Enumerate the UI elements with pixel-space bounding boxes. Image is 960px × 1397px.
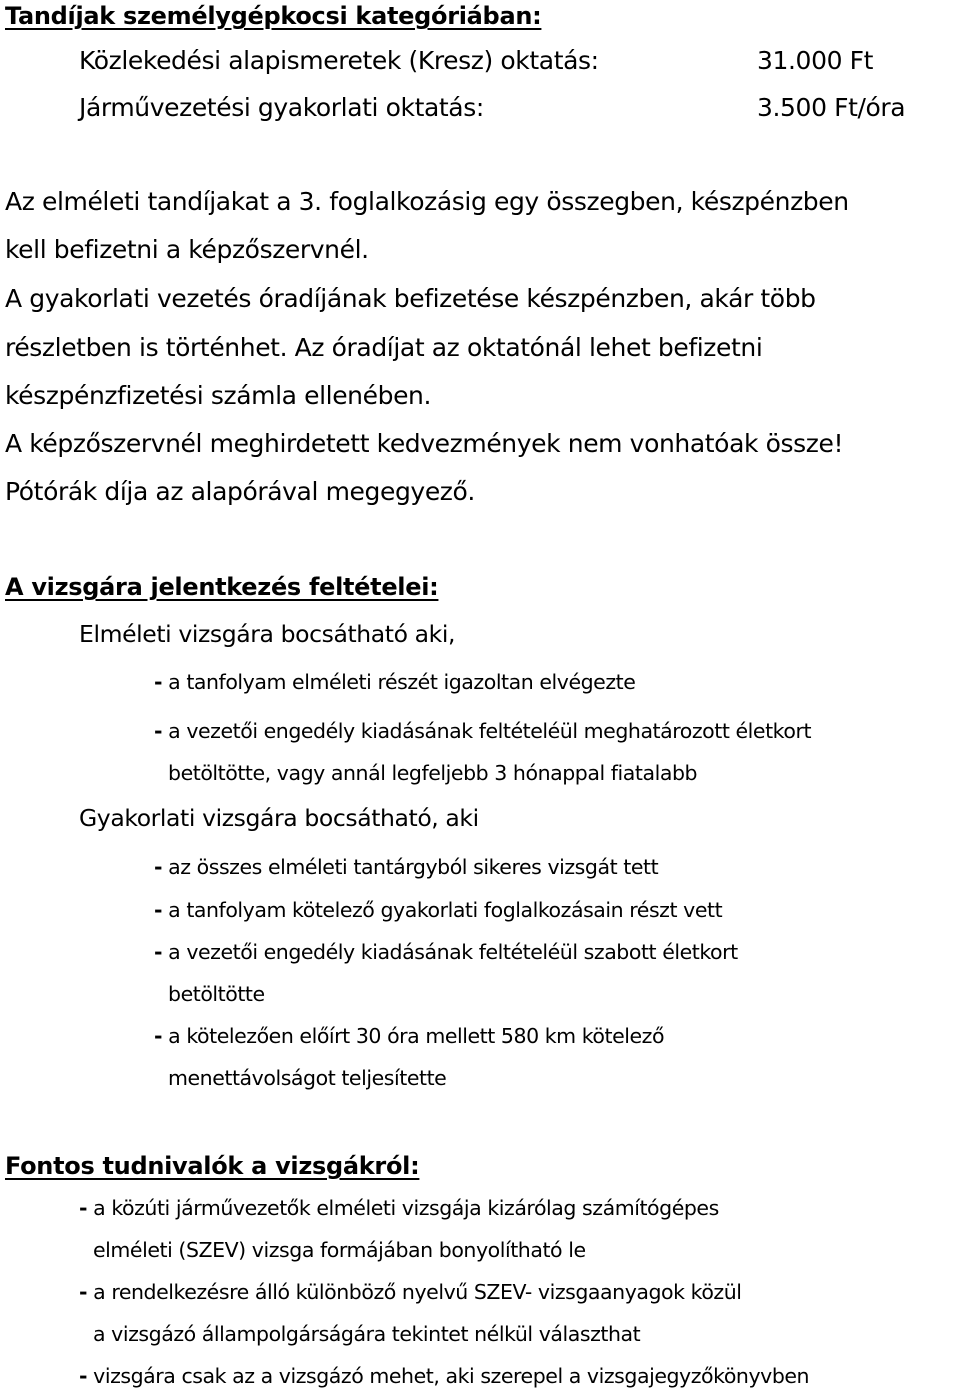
theory-item: - a vezetői engedély kiadásának feltételéül meghatározott életkort (154, 719, 812, 743)
fee-price: 31.000 Ft (757, 46, 874, 75)
fee-row (79, 93, 959, 122)
practice-item-continuation: betöltötte (168, 982, 265, 1006)
exam-info-item-continuation: elméleti (SZEV) vizsga formájában bonyolítható le (93, 1238, 586, 1262)
exam-requirements-heading: A vizsgára jelentkezés feltételei: (5, 573, 439, 601)
payment-line: kell befizetni a képzőszervnél. (5, 235, 369, 264)
bullet-dash: - (154, 719, 163, 743)
fee-label: Közlekedési alapismeretek (Kresz) oktatás: (79, 46, 599, 75)
bullet-dash: - (154, 1024, 163, 1048)
practice-item: - a vezetői engedély kiadásának feltételéül szabott életkort (154, 940, 738, 964)
practice-item: - a tanfolyam kötelező gyakorlati foglalkozásain részt vett (154, 898, 723, 922)
practice-intro: Gyakorlati vizsgára bocsátható, aki (79, 804, 479, 832)
payment-line: részletben is történhet. Az óradíjat az oktatónál lehet befizetni (5, 333, 763, 362)
payment-line: A gyakorlati vezetés óradíjának befizetése készpénzben, akár több (5, 284, 816, 313)
exam-info-heading: Fontos tudnivalók a vizsgákról: (5, 1152, 420, 1180)
practice-item: - a kötelezően előírt 30 óra mellett 580 km kötelező (154, 1024, 665, 1048)
bullet-dash: - (154, 855, 163, 879)
fee-row (79, 46, 959, 75)
fees-heading: Tandíjak személygépkocsi kategóriában: (5, 2, 542, 30)
exam-info-item: - a közúti járművezetők elméleti vizsgája kizárólag számítógépes (79, 1196, 719, 1220)
fee-label: Járművezetési gyakorlati oktatás: (79, 93, 484, 122)
payment-line: A képzőszervnél meghirdetett kedvezmények nem vonhatóak össze! (5, 429, 844, 458)
bullet-dash: - (154, 940, 163, 964)
bullet-dash: - (154, 670, 163, 694)
bullet-dash: - (79, 1196, 88, 1220)
payment-line: készpénzfizetési számla ellenében. (5, 381, 432, 410)
bullet-dash: - (79, 1280, 88, 1304)
payment-line: Az elméleti tandíjakat a 3. foglalkozásig egy összegben, készpénzben (5, 187, 849, 216)
theory-item-continuation: betöltötte, vagy annál legfeljebb 3 hónappal fiatalabb (168, 761, 698, 785)
fee-price: 3.500 Ft/óra (757, 93, 906, 122)
practice-item-continuation: menettávolságot teljesítette (168, 1066, 447, 1090)
bullet-dash: - (154, 898, 163, 922)
exam-info-item-continuation: a vizsgázó állampolgárságára tekintet nélkül választhat (93, 1322, 641, 1346)
theory-item: - a tanfolyam elméleti részét igazoltan elvégezte (154, 670, 636, 694)
exam-info-item: - a rendelkezésre álló különböző nyelvű SZEV- vizsgaanyagok közül (79, 1280, 742, 1304)
practice-item: - az összes elméleti tantárgyból sikeres vizsgát tett (154, 855, 659, 879)
exam-info-item: - vizsgára csak az a vizsgázó mehet, aki szerepel a vizsgajegyzőkönyvben (79, 1364, 810, 1388)
payment-line: Pótórák díja az alapórával megegyező. (5, 477, 475, 506)
theory-intro: Elméleti vizsgára bocsátható aki, (79, 620, 456, 648)
bullet-dash: - (79, 1364, 88, 1388)
